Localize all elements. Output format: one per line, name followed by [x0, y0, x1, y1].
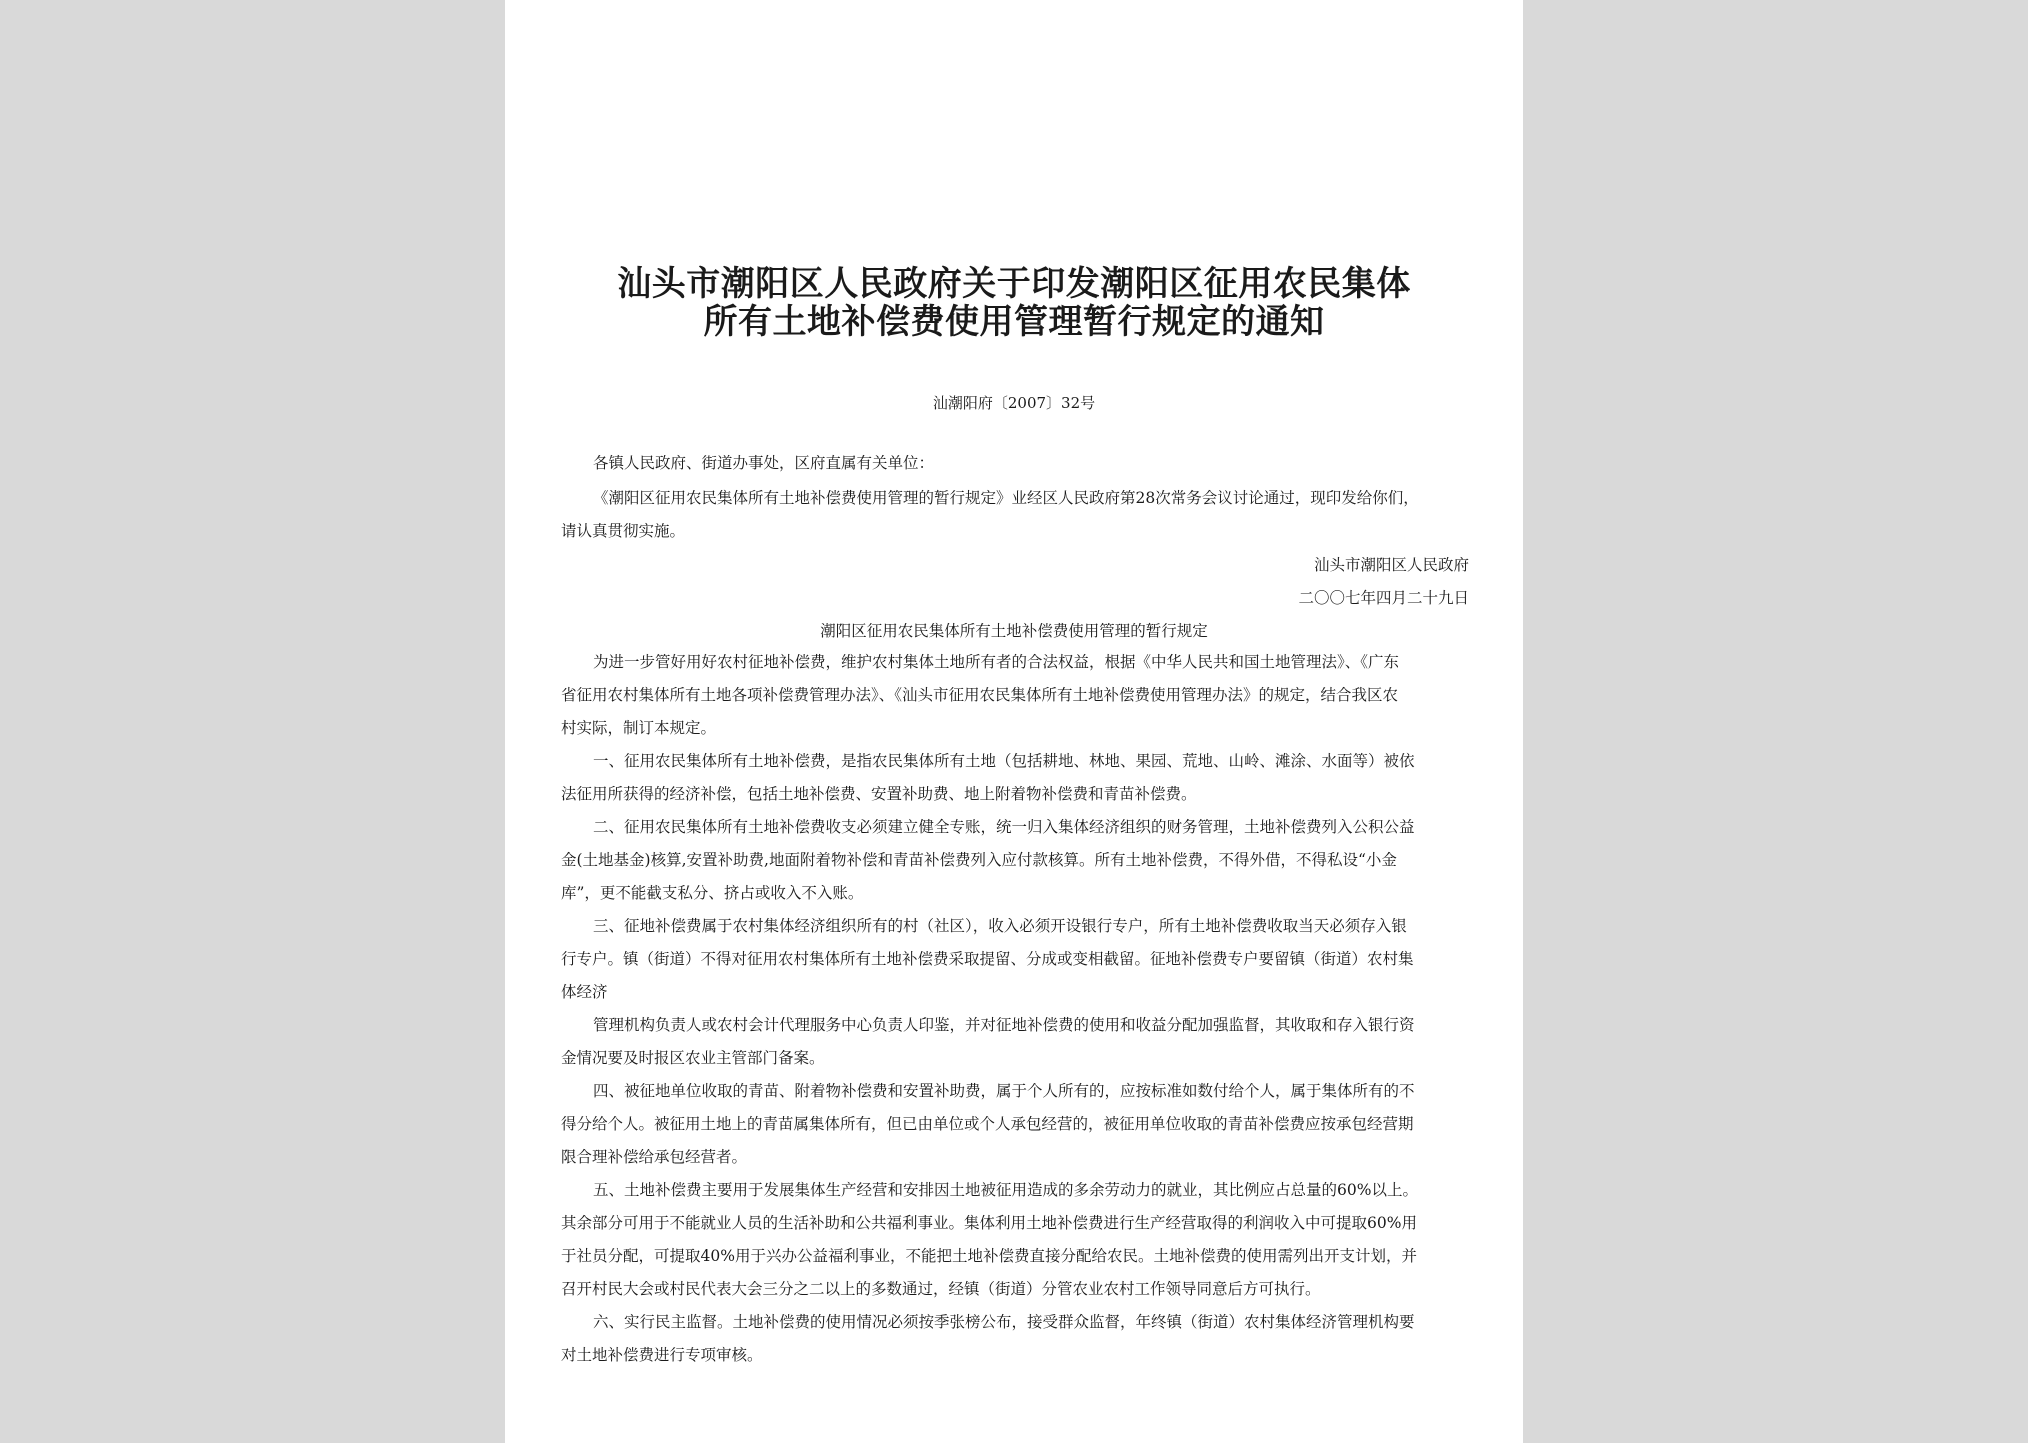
body-line: 三、征地补偿费属于农村集体经济组织所有的村（社区），收入必须开设银行专户，所有土地补偿费收取当天必须存入银 — [593, 917, 1407, 935]
body-line: 对土地补偿费进行专项审核。 — [561, 1346, 763, 1364]
body-line: 为进一步管好用好农村征地补偿费，维护农村集体土地所有者的合法权益，根据《中华人民共和国土地管理法》、《广东 — [593, 653, 1400, 671]
addressee: 各镇人民政府、街道办事处，区府直属有关单位： — [593, 454, 935, 472]
body-line: 省征用农村集体所有土地各项补偿费管理办法》、《汕头市征用农民集体所有土地补偿费使用管理办法》的规定，结合我区农 — [561, 686, 1399, 704]
document-page — [505, 0, 1523, 1443]
body-line: 金(土地基金)核算,安置补助费,地面附着物补偿和青苗补偿费列入应付款核算。所有土地补偿费，不得外借，不得私设“小金 — [561, 851, 1397, 869]
regulation-title: 潮阳区征用农民集体所有土地补偿费使用管理的暂行规定 — [820, 622, 1208, 640]
body-line: 六、实行民主监督。土地补偿费的使用情况必须按季张榜公布，接受群众监督，年终镇（街道）农村集体经济管理机构要 — [593, 1313, 1415, 1331]
document-title-line-1: 汕头市潮阳区人民政府关于印发潮阳区征用农民集体 — [617, 264, 1411, 304]
document-number: 汕潮阳府〔2007〕32号 — [932, 394, 1096, 412]
body-line: 金情况要及时报区农业主管部门备案。 — [561, 1049, 825, 1067]
body-line: 其余部分可用于不能就业人员的生活补助和公共福利事业。集体利用土地补偿费进行生产经营取得的利润收入中可提取60%用 — [561, 1214, 1417, 1232]
notice-line: 请认真贯彻实施。 — [561, 522, 686, 540]
body-line: 召开村民大会或村民代表大会三分之二以上的多数通过，经镇（街道）分管农业农村工作领导同意后方可执行。 — [561, 1280, 1321, 1298]
body-line: 限合理补偿给承包经营者。 — [561, 1148, 748, 1166]
body-line: 行专户。镇（街道）不得对征用农村集体所有土地补偿费采取提留、分成或变相截留。征地补偿费专户要留镇（街道）农村集 — [561, 950, 1414, 968]
body-line: 法征用所获得的经济补偿，包括土地补偿费、安置补助费、地上附着物补偿费和青苗补偿费。 — [561, 785, 1197, 803]
body-line: 一、征用农民集体所有土地补偿费，是指农民集体所有土地（包括耕地、林地、果园、荒地、山岭、滩涂、水面等）被依 — [593, 752, 1415, 770]
body-line: 库”，更不能截支私分、挤占或收入不入账。 — [561, 884, 864, 902]
body-line: 于社员分配，可提取40%用于兴办公益福利事业，不能把土地补偿费直接分配给农民。土地补偿费的使用需列出开支计划，并 — [561, 1247, 1417, 1265]
body-line: 四、被征地单位收取的青苗、附着物补偿费和安置补助费，属于个人所有的，应按标准如数付给个人，属于集体所有的不 — [593, 1082, 1415, 1100]
document-title-line-2: 所有土地补偿费使用管理暂行规定的通知 — [703, 302, 1325, 342]
issue-date: 二〇〇七年四月二十九日 — [1298, 589, 1469, 607]
body-line: 村实际，制订本规定。 — [561, 719, 717, 737]
body-line: 得分给个人。被征用土地上的青苗属集体所有，但已由单位或个人承包经营的，被征用单位收取的青苗补偿费应按承包经营期 — [561, 1115, 1414, 1133]
body-line: 体经济 — [561, 983, 608, 1001]
body-line: 管理机构负责人或农村会计代理服务中心负责人印鉴，并对征地补偿费的使用和收益分配加强监督，其收取和存入银行资 — [593, 1016, 1415, 1034]
issuer: 汕头市潮阳区人民政府 — [1313, 556, 1469, 574]
body-line: 二、征用农民集体所有土地补偿费收支必须建立健全专账，统一归入集体经济组织的财务管理，土地补偿费列入公积公益 — [593, 818, 1415, 836]
body-line: 五、土地补偿费主要用于发展集体生产经营和安排因土地被征用造成的多余劳动力的就业，其比例应占总量的60%以上。 — [593, 1181, 1418, 1199]
notice-line: 《潮阳区征用农民集体所有土地补偿费使用管理的暂行规定》业经区人民政府第28次常务会议讨论通过，现印发给你们， — [593, 489, 1419, 507]
